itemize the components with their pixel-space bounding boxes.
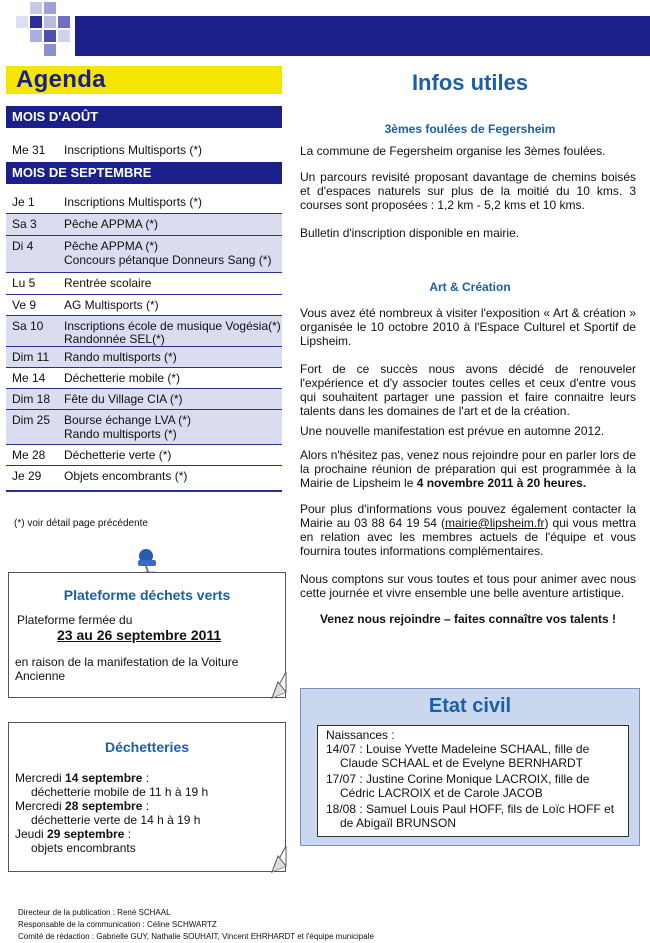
birth-entry: 18/08 : Samuel Louis Paul HOFF, fils de Loïc HOFF et [326, 802, 615, 816]
paragraph: Fort de ce succès nous avons décidé de renouveler l'expérience et d'y associer toutes celles et ceux d'entre vous qui souhaitent partager une passion et faire connaitre leurs talents dans les domaines de l'art et de la création. [300, 362, 636, 418]
page-curl [258, 672, 288, 700]
paragraph: Bulletin d'inscription disponible en mairie. [300, 226, 520, 240]
header-band [75, 16, 650, 56]
agenda-row: Dim 25 Bourse échange LVA (*) Rando multisports (*) [6, 410, 282, 444]
infos-heading: Infos utiles [411, 70, 529, 95]
agenda-row: Sa 3 Pêche APPMA (*) [6, 214, 282, 235]
section-heading: Art & Création [429, 280, 511, 294]
footer-line: Directeur de la publication : René SCHAAL [18, 908, 171, 917]
dechetterie-line: Jeudi 29 septembre : [15, 827, 132, 841]
plateforme-box [8, 572, 286, 698]
birth-entry: 14/07 : Louise Yvette Madeleine SCHAAL, fille de [326, 742, 590, 756]
agenda-row [6, 140, 282, 162]
page-curl [258, 846, 288, 874]
agenda-row: Me 14 Déchetterie mobile (*) [12, 371, 181, 385]
dechetteries-title: Déchetteries [104, 739, 190, 755]
section-heading: 3èmes foulées de Fegersheim [384, 122, 556, 136]
birth-entry: 17/07 : Justine Corine Monique LACROIX, fille de [326, 772, 590, 786]
etat-civil-title: Etat civil [428, 695, 512, 717]
dechetterie-line: Mercredi 14 septembre : [15, 771, 150, 785]
agenda-row: Dim 18 Fête du Village CIA (*) [6, 389, 282, 409]
naissances-label: Naissances : [326, 728, 395, 742]
etat-civil-box [300, 688, 640, 846]
paragraph: Un parcours revisité proposant davantage de chemins boisés et d'espaces naturels sur plus de la moitié du 10 kms. 3 courses sont proposées : 1,2 km - 5,2 kms et 10 kms. [300, 170, 636, 212]
agenda-row: Lu 5 Rentrée scolaire [12, 276, 152, 290]
email-link[interactable]: mairie@lipsheim.fr [444, 516, 545, 530]
month-header-septembre: MOIS DE SEPTEMBRE [6, 162, 282, 184]
birth-entry: Claude SCHAAL et de Evelyne BERNHARDT [340, 756, 583, 770]
agenda-row: Di 4 Pêche APPMA (*) Concours pétanque Donneurs Sang (*) [6, 236, 282, 272]
plateforme-title: Plateforme déchets verts [63, 587, 231, 603]
agenda-heading: Agenda [6, 66, 282, 94]
paragraph: Vous avez été nombreux à visiter l'exposition « Art & création » organisée le 10 octobre 2010 à l'Espace Culturel et Sportif de Lipsheim. [300, 306, 636, 348]
call-to-action: Venez nous rejoindre – faites connaître vos talents ! [319, 612, 617, 626]
dechetterie-line: objets encombrants [31, 841, 136, 855]
birth-entry: Cédric LACROIX et de Carole JACOB [340, 786, 543, 800]
dechetteries-box [8, 722, 286, 872]
etat-civil-list [317, 725, 629, 837]
footer-line: Comité de rédaction : Gabrielle GUY, Nathalie SOUHAIT, Vincent EHRHARDT et l'équipe municipale [18, 932, 374, 941]
agenda-row: Dim 11 Rando multisports (*) [6, 347, 282, 367]
paragraph: Nous comptons sur vous toutes et tous pour animer avec nous cette journée et vivre ensemble une belle aventure artistique. [300, 572, 636, 600]
paragraph: Pour plus d'informations vous pouvez également contacter la Mairie au 03 88 64 19 54 (mairie@lipsheim.fr) qui vous mettra en relation avec les membres actuels de l'équipe et vous fournira toutes informations complémentaires. [300, 502, 636, 558]
agenda-row: Je 29 Objets encombrants (*) [12, 469, 188, 483]
month-header-aout: MOIS D'AOÛT [6, 106, 282, 128]
birth-entry: de Abigaïl BRUNSON [340, 816, 457, 830]
plateforme-reason: en raison de la manifestation de la Voiture Ancienne [15, 655, 239, 683]
agenda-day: Me 31 [12, 143, 46, 157]
agenda-footnote: (*) voir détail page précédente [14, 518, 148, 529]
dechetterie-line: déchetterie verte de 14 h à 19 h [31, 813, 201, 827]
paragraph: Alors n'hésitez pas, venez nous rejoindre pour en parler lors de la prochaine réunion de préparation qui est programmée à la Mairie de Lipsheim le 4 novembre 2011 à 20 heures. [300, 448, 636, 490]
agenda-row: Sa 10 Inscriptions école de musique Vogésia(*) Randonnée SEL(*) [6, 316, 282, 346]
plateforme-text: Plateforme fermée du [17, 613, 133, 627]
agenda-row: Je 1 Inscriptions Multisports (*) [12, 195, 203, 209]
paragraph: Une nouvelle manifestation est prévue en automne 2012. [300, 424, 605, 438]
plateforme-date: 23 au 26 septembre 2011 [57, 627, 222, 643]
dechetterie-line: Mercredi 28 septembre : [15, 799, 150, 813]
agenda-row: Me 28 Déchetterie verte (*) [12, 448, 172, 462]
agenda-row: Ve 9 AG Multisports (*) [12, 298, 159, 312]
footer-line: Responsable de la communication : Céline SCHWARTZ [18, 920, 217, 929]
dechetterie-line: déchetterie mobile de 11 h à 19 h [31, 785, 209, 799]
agenda-event: Inscriptions Multisports (*) [64, 143, 203, 157]
paragraph: La commune de Fegersheim organise les 3èmes foulées. [300, 144, 606, 158]
